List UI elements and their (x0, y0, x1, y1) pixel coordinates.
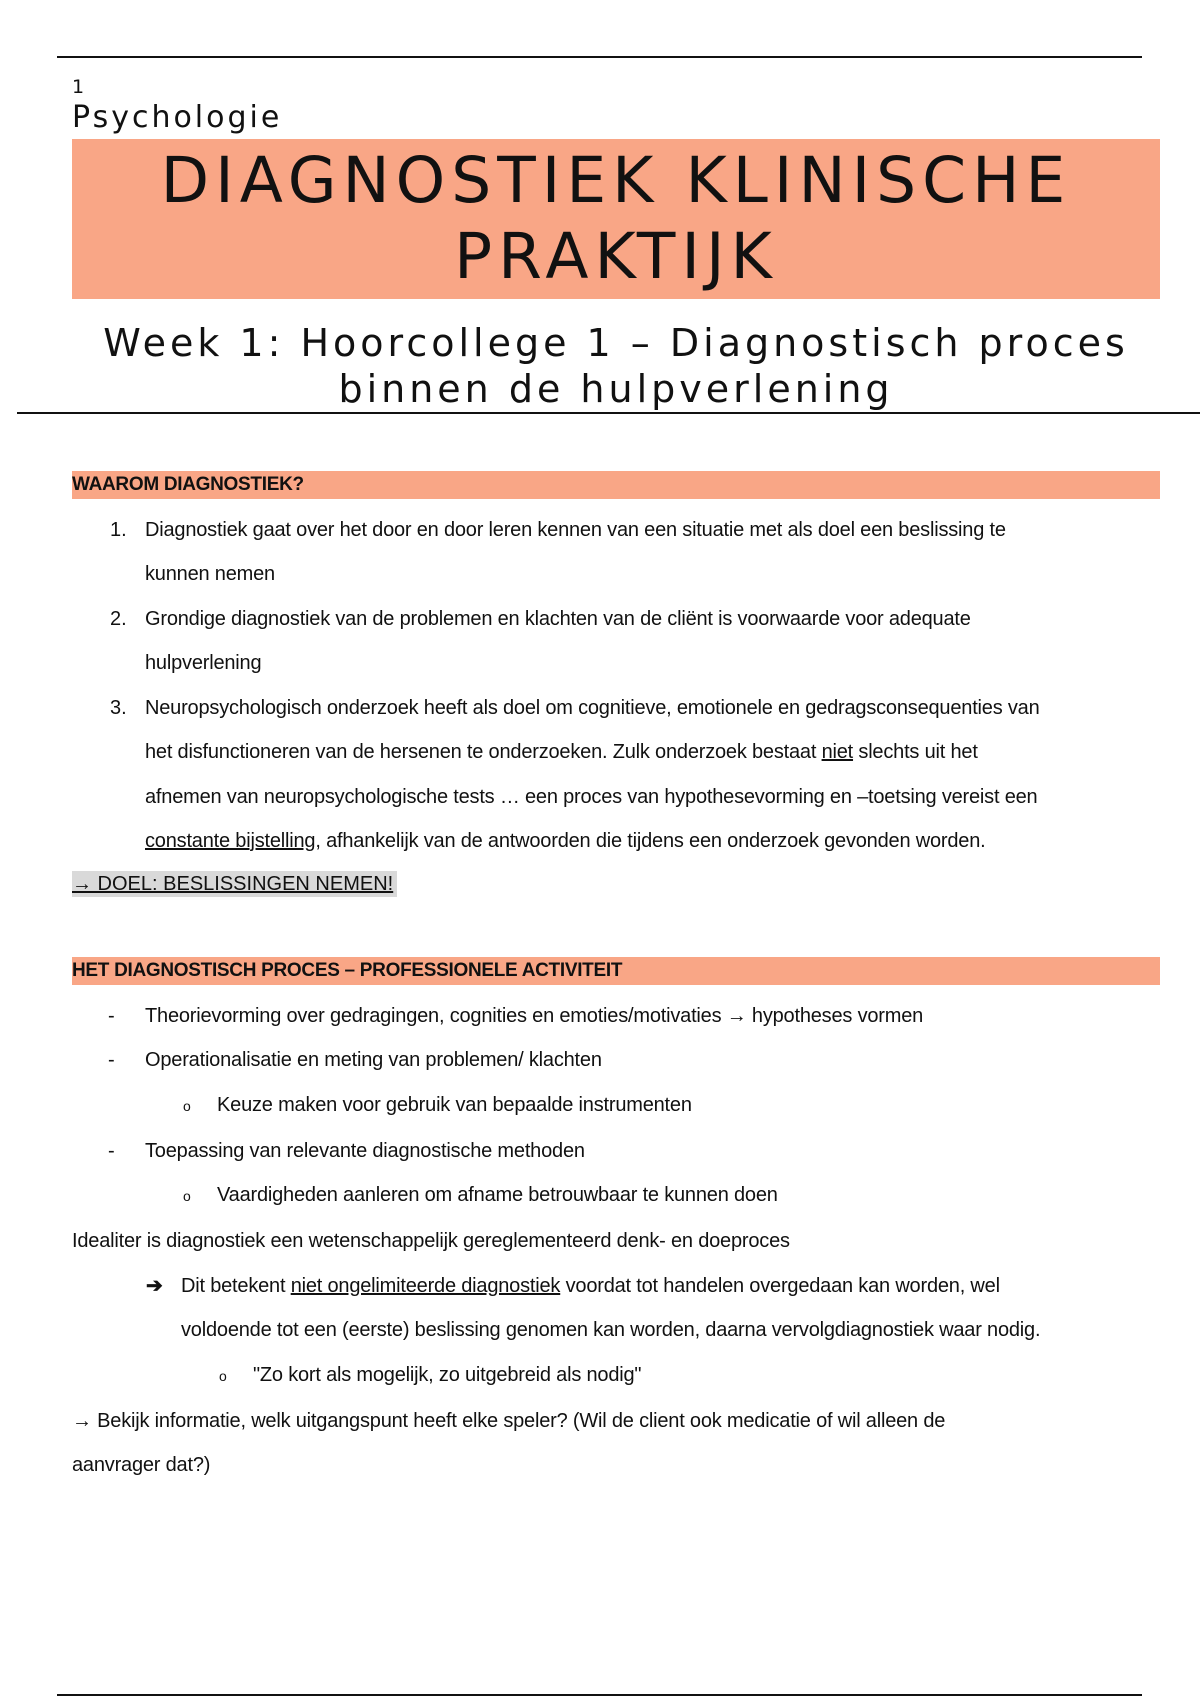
sub-bullet-text: Keuze maken voor gebruik van bepaalde instrumenten (217, 1094, 692, 1116)
bullet-text: Theorievorming over gedragingen, cognities en emoties/motivaties → hypotheses vormen (145, 1005, 924, 1027)
paragraph-text: aanvrager dat?) (72, 1454, 211, 1476)
list-item-text: afnemen van neuropsychologische tests … een proces van hypothesevorming en –toetsing vereist een (145, 786, 1038, 808)
list-item-text: Neuropsychologisch onderzoek heeft als doel om cognitieve, emotionele en gedragsconsequenties van (145, 697, 1040, 719)
list-number: 2. (110, 608, 127, 630)
paragraph-text: → Bekijk informatie, welk uitgangspunt heeft elke speler? (Wil de client ook medicatie of wil alleen de (72, 1410, 946, 1432)
title-banner (72, 139, 1160, 299)
text-run: Dit betekent (181, 1275, 291, 1297)
bullet-dash: - (108, 1049, 115, 1071)
sub-bullet-circle: o (183, 1098, 191, 1114)
arrow-item-text: voldoende tot een (eerste) beslissing genomen kan worden, daarna vervolgdiagnostiek waar nodig. (181, 1319, 1041, 1341)
list-item-text (145, 740, 978, 764)
subject-label: Psychologie (72, 100, 283, 135)
underlined-text: constante bijstelling (145, 830, 316, 852)
text-run: het disfunctioneren van de hersenen te onderzoeken. Zulk onderzoek bestaat (145, 741, 822, 763)
sub-bullet-circle: o (183, 1188, 191, 1204)
sub-bullet-circle: o (219, 1368, 227, 1384)
list-number: 3. (110, 697, 127, 719)
header-top-rule (57, 56, 1142, 58)
arrow-icon: ➔ (146, 1275, 163, 1297)
list-item-text: hulpverlening (145, 652, 262, 674)
list-item-text: Grondige diagnostiek van de problemen en klachten van de cliënt is voorwaarde voor adequate (145, 608, 971, 630)
document-subtitle: Week 1: Hoorcollege 1 – Diagnostisch proces binnen de hulpverlening (103, 321, 1129, 411)
header-bottom-rule (17, 412, 1200, 414)
list-item-text: Diagnostiek gaat over het door en door leren kennen van een situatie met als doel een beslissing te (145, 519, 1006, 541)
underlined-text: niet (821, 741, 854, 763)
section-heading-waarom: WAAROM DIAGNOSTIEK? (72, 471, 1160, 499)
bullet-dash: - (108, 1140, 115, 1162)
text-run: , afhankelijk van de antwoorden die tijdens een onderzoek gevonden worden. (315, 830, 986, 852)
footer-rule (57, 1694, 1142, 1696)
bullet-text: Operationalisatie en meting van problemen/ klachten (145, 1049, 602, 1071)
list-number: 1. (110, 519, 127, 541)
bullet-dash: - (108, 1005, 115, 1027)
section-heading-proces: HET DIAGNOSTISCH PROCES – PROFESSIONELE ACTIVITEIT (72, 957, 1160, 985)
page-number: 1 (72, 76, 85, 98)
goal-callout: → DOEL: BESLISSINGEN NEMEN! (72, 871, 397, 897)
text-run: slechts uit het (853, 741, 978, 763)
paragraph-text: Idealiter is diagnostiek een wetenschappelijk gereglementeerd denk- en doeproces (72, 1230, 790, 1252)
list-item-text (145, 829, 985, 853)
quote-text: "Zo kort als mogelijk, zo uitgebreid als nodig" (253, 1364, 642, 1386)
sub-bullet-text: Vaardigheden aanleren om afname betrouwbaar te kunnen doen (217, 1184, 778, 1206)
bullet-text: Toepassing van relevante diagnostische methoden (145, 1140, 585, 1162)
arrow-item-text (181, 1274, 1000, 1298)
text-run: voordat tot handelen overgedaan kan worden, wel (560, 1275, 1000, 1297)
list-item-text: kunnen nemen (145, 563, 275, 585)
underlined-text: niet ongelimiteerde diagnostiek (290, 1275, 561, 1297)
document-title: DIAGNOSTIEK KLINISCHE PRAKTIJK (160, 144, 1072, 293)
